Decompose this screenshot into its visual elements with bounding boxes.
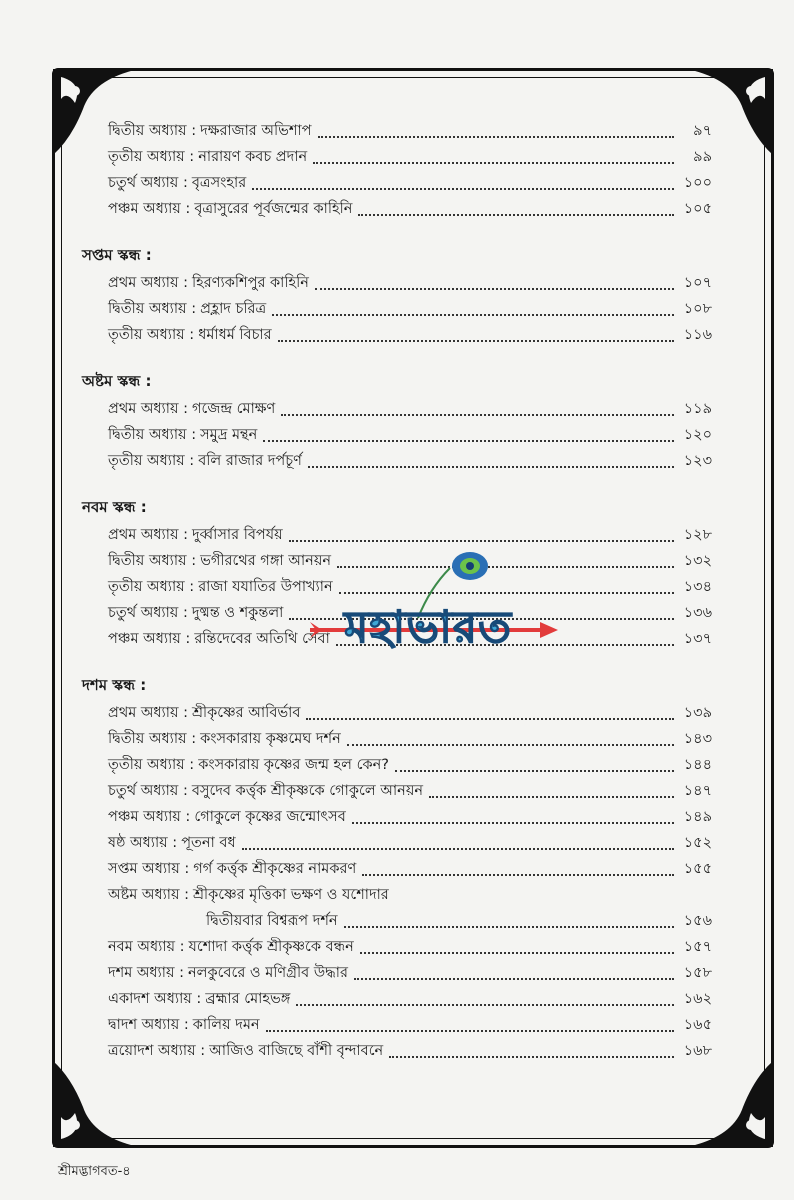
dot-leader: [242, 847, 674, 850]
page-number: ১৫৭: [683, 939, 712, 955]
page-number: ১৩২: [683, 553, 712, 569]
dot-leader: [352, 821, 674, 824]
dot-leader: [308, 465, 674, 468]
page-number: ১৬৮: [683, 1043, 712, 1059]
chapter-label: তৃতীয় অধ্যায় :: [108, 453, 195, 469]
chapter-label: তৃতীয় অধ্যায় :: [108, 757, 195, 773]
chapter-title: আজিও বাজিছে বাঁশী বৃন্দাবনে: [209, 1043, 384, 1059]
chapter-title: দক্ষরাজার অভিশাপ: [200, 123, 312, 139]
page-number: ১৬৫: [683, 1017, 712, 1033]
chapter-label: ষষ্ঠ অধ্যায় :: [108, 835, 178, 851]
page-number: ১২৩: [683, 453, 712, 469]
chapter-label: তৃতীয় অধ্যায় :: [108, 149, 195, 165]
dot-leader: [289, 539, 674, 542]
dot-leader: [313, 161, 674, 164]
section-title: অষ্টম স্কন্ধ :: [82, 372, 152, 390]
chapter-title: শ্রীকৃষ্ণের মৃত্তিকা ভক্ষণ ও যশোদার: [193, 887, 389, 903]
chapter-label: প্রথম অধ্যায় :: [108, 275, 189, 291]
chapter-title: কালিয় দমন: [192, 1017, 260, 1033]
dot-leader: [358, 213, 674, 216]
chapter-title: বৃত্রসংহার: [191, 175, 247, 191]
dot-leader: [296, 1003, 674, 1006]
chapter-label: দ্বিতীয় অধ্যায় :: [108, 553, 197, 569]
chapter-title: দুষ্মন্ত ও শকুন্তলা: [191, 605, 284, 621]
toc-entry: [82, 296, 712, 322]
page-number: ১৪৭: [683, 783, 712, 799]
page-number: ১২৮: [683, 527, 712, 543]
page-number: ১০০: [683, 175, 712, 191]
chapter-label: ত্রয়োদশ অধ্যায় :: [108, 1043, 206, 1059]
toc-entry: [82, 322, 712, 348]
dot-leader: [266, 1029, 674, 1032]
chapter-label: প্রথম অধ্যায় :: [108, 401, 189, 417]
chapter-title: ব্রহ্মার মোহভঙ্গ: [205, 991, 291, 1007]
page-number: ১৫২: [683, 835, 712, 851]
chapter-label: দশম অধ্যায় :: [108, 965, 184, 981]
toc-section: [82, 670, 712, 1064]
chapter-title: গর্গ কর্ত্তৃক শ্রীকৃষ্ণের নামকরণ: [193, 861, 357, 877]
watermark-text: মহাভারত: [344, 602, 513, 653]
chapter-label: একাদশ অধ্যায় :: [108, 991, 202, 1007]
toc-entry: [82, 960, 712, 986]
page-number: ১০৫: [683, 201, 712, 217]
page-number: ১০৭: [683, 275, 712, 291]
toc-section: [82, 240, 712, 348]
section-title: সপ্তম স্কন্ধ :: [82, 246, 152, 264]
chapter-label: চতুর্থ অধ্যায় :: [108, 605, 188, 621]
dot-leader: [263, 439, 674, 442]
toc-entry: [82, 144, 712, 170]
chapter-label: পঞ্চম অধ্যায় :: [108, 809, 191, 825]
dot-leader: [354, 977, 674, 980]
page-number: ১৬২: [683, 991, 712, 1007]
toc-entry: [82, 908, 712, 934]
chapter-title: প্রহ্লাদ চরিত্র: [200, 301, 267, 317]
toc-entry: [82, 118, 712, 144]
chapter-title: কংসকারায় কৃষ্ণের জন্ম হল কেন?: [198, 757, 389, 773]
dot-leader: [395, 769, 674, 772]
dot-leader: [278, 339, 674, 342]
toc-section: [82, 118, 712, 222]
toc-entry: [82, 522, 712, 548]
chapter-label: দ্বাদশ অধ্যায় :: [108, 1017, 189, 1033]
dot-leader: [347, 743, 674, 746]
toc-entry: [82, 270, 712, 296]
chapter-label: পঞ্চম অধ্যায় :: [108, 631, 191, 647]
toc-entry: [82, 1012, 712, 1038]
page-number: ৯৯: [693, 149, 712, 165]
chapter-label: নবম অধ্যায় :: [108, 939, 185, 955]
chapter-label: প্রথম অধ্যায় :: [108, 705, 189, 721]
page-number: ১২০: [683, 427, 712, 443]
chapter-title: বলি রাজার দর্পচূর্ণ: [198, 453, 302, 469]
dot-leader: [306, 717, 674, 720]
dot-leader: [429, 795, 674, 798]
chapter-title: যশোদা কর্ত্তৃক শ্রীকৃষ্ণকে বন্ধন: [188, 939, 354, 955]
chapter-title: ধর্মাধর্ম বিচার: [198, 327, 272, 343]
dot-leader: [252, 187, 674, 190]
toc-entry: [82, 986, 712, 1012]
chapter-title: রন্তিদেবের অতিথি সেবা: [194, 631, 330, 647]
page-number: ১১৯: [683, 401, 712, 417]
toc-entry: [82, 396, 712, 422]
toc-entry: [82, 830, 712, 856]
chapter-title: বসুদেব কর্ত্তৃক শ্রীকৃষ্ণকে গোকুলে আনয়ন: [191, 783, 424, 799]
toc-section: [82, 366, 712, 474]
dot-leader: [315, 287, 674, 290]
toc-entry: [82, 882, 712, 908]
toc-entry: [82, 700, 712, 726]
toc-entry: [82, 778, 712, 804]
page-number: ১৫৫: [683, 861, 712, 877]
chapter-title: গজেন্দ্র মোক্ষণ: [192, 401, 276, 417]
section-title: দশম স্কন্ধ :: [82, 676, 147, 694]
chapter-label: চতুর্থ অধ্যায় :: [108, 175, 188, 191]
chapter-title: হিরণ্যকশিপুর কাহিনি: [192, 275, 309, 291]
page-number: ১১৬: [683, 327, 712, 343]
chapter-label: সপ্তম অধ্যায় :: [108, 861, 190, 877]
dot-leader: [389, 1055, 674, 1058]
page-number: ১৫৬: [683, 913, 712, 929]
page-number: ১৩৬: [683, 605, 712, 621]
chapter-label: দ্বিতীয় অধ্যায় :: [108, 731, 197, 747]
toc-entry: [82, 1038, 712, 1064]
chapter-label: দ্বিতীয় অধ্যায় :: [108, 301, 197, 317]
chapter-label: তৃতীয় অধ্যায় :: [108, 327, 195, 343]
toc-entry: [82, 170, 712, 196]
chapter-label: পঞ্চম অধ্যায় :: [108, 201, 191, 217]
chapter-title: রাজা যযাতির উপাখ্যান: [198, 579, 333, 595]
chapter-title: পূতনা বধ: [181, 835, 236, 851]
page-number: ১৪৪: [683, 757, 712, 773]
chapter-title: দ্বিতীয়বার বিশ্বরূপ দর্শন: [206, 913, 338, 929]
chapter-title: বৃত্রাসুরের পূর্বজন্মের কাহিনি: [194, 201, 353, 217]
dot-leader: [281, 413, 674, 416]
dot-leader: [362, 873, 674, 876]
chapter-title: কংসকারায় কৃষ্ণমেঘ দর্শন: [200, 731, 341, 747]
chapter-title: ভগীরথের গঙ্গা আনয়ন: [200, 553, 332, 569]
toc-entry: [82, 448, 712, 474]
chapter-label: অষ্টম অধ্যায় :: [108, 887, 190, 903]
chapter-title: সমুদ্র মন্থন: [200, 427, 258, 443]
dot-leader: [272, 313, 674, 316]
chapter-title: নলকুবেরে ও মণিগ্রীব উদ্ধার: [188, 965, 348, 981]
page-number: ১৪৯: [683, 809, 712, 825]
page-number: ৯৭: [693, 123, 712, 139]
page-number: ১৩৭: [683, 631, 712, 647]
chapter-label: চতুর্থ অধ্যায় :: [108, 783, 188, 799]
chapter-title: দুর্ব্বাসার বিপর্যয়: [192, 527, 283, 543]
page-footer: শ্রীমদ্ভাগবত-৪: [58, 1164, 131, 1179]
dot-leader: [360, 951, 674, 954]
toc-entry: [82, 804, 712, 830]
toc-entry: [82, 934, 712, 960]
chapter-label: প্রথম অধ্যায় :: [108, 527, 189, 543]
toc-entry: [82, 196, 712, 222]
dot-leader: [344, 925, 674, 928]
chapter-title: শ্রীকৃষ্ণের আবির্ভাব: [192, 705, 301, 721]
watermark-logo: [300, 548, 560, 668]
toc-entry: [82, 856, 712, 882]
chapter-label: দ্বিতীয় অধ্যায় :: [108, 427, 197, 443]
toc-entry: [82, 752, 712, 778]
page-number: ১৫৮: [683, 965, 712, 981]
page-number: ১০৮: [683, 301, 712, 317]
toc-entry: [82, 422, 712, 448]
toc-entry: [82, 726, 712, 752]
chapter-label: তৃতীয় অধ্যায় :: [108, 579, 195, 595]
page-number: ১৩৯: [683, 705, 712, 721]
page-number: ১৪৩: [683, 731, 712, 747]
chapter-title: নারায়ণ কবচ প্রদান: [198, 149, 308, 165]
dot-leader: [318, 135, 674, 138]
section-title: নবম স্কন্ধ :: [82, 498, 147, 516]
page-number: ১৩৪: [683, 579, 712, 595]
chapter-title: গোকুলে কৃষ্ণের জন্মোৎসব: [194, 809, 346, 825]
chapter-label: দ্বিতীয় অধ্যায় :: [108, 123, 197, 139]
